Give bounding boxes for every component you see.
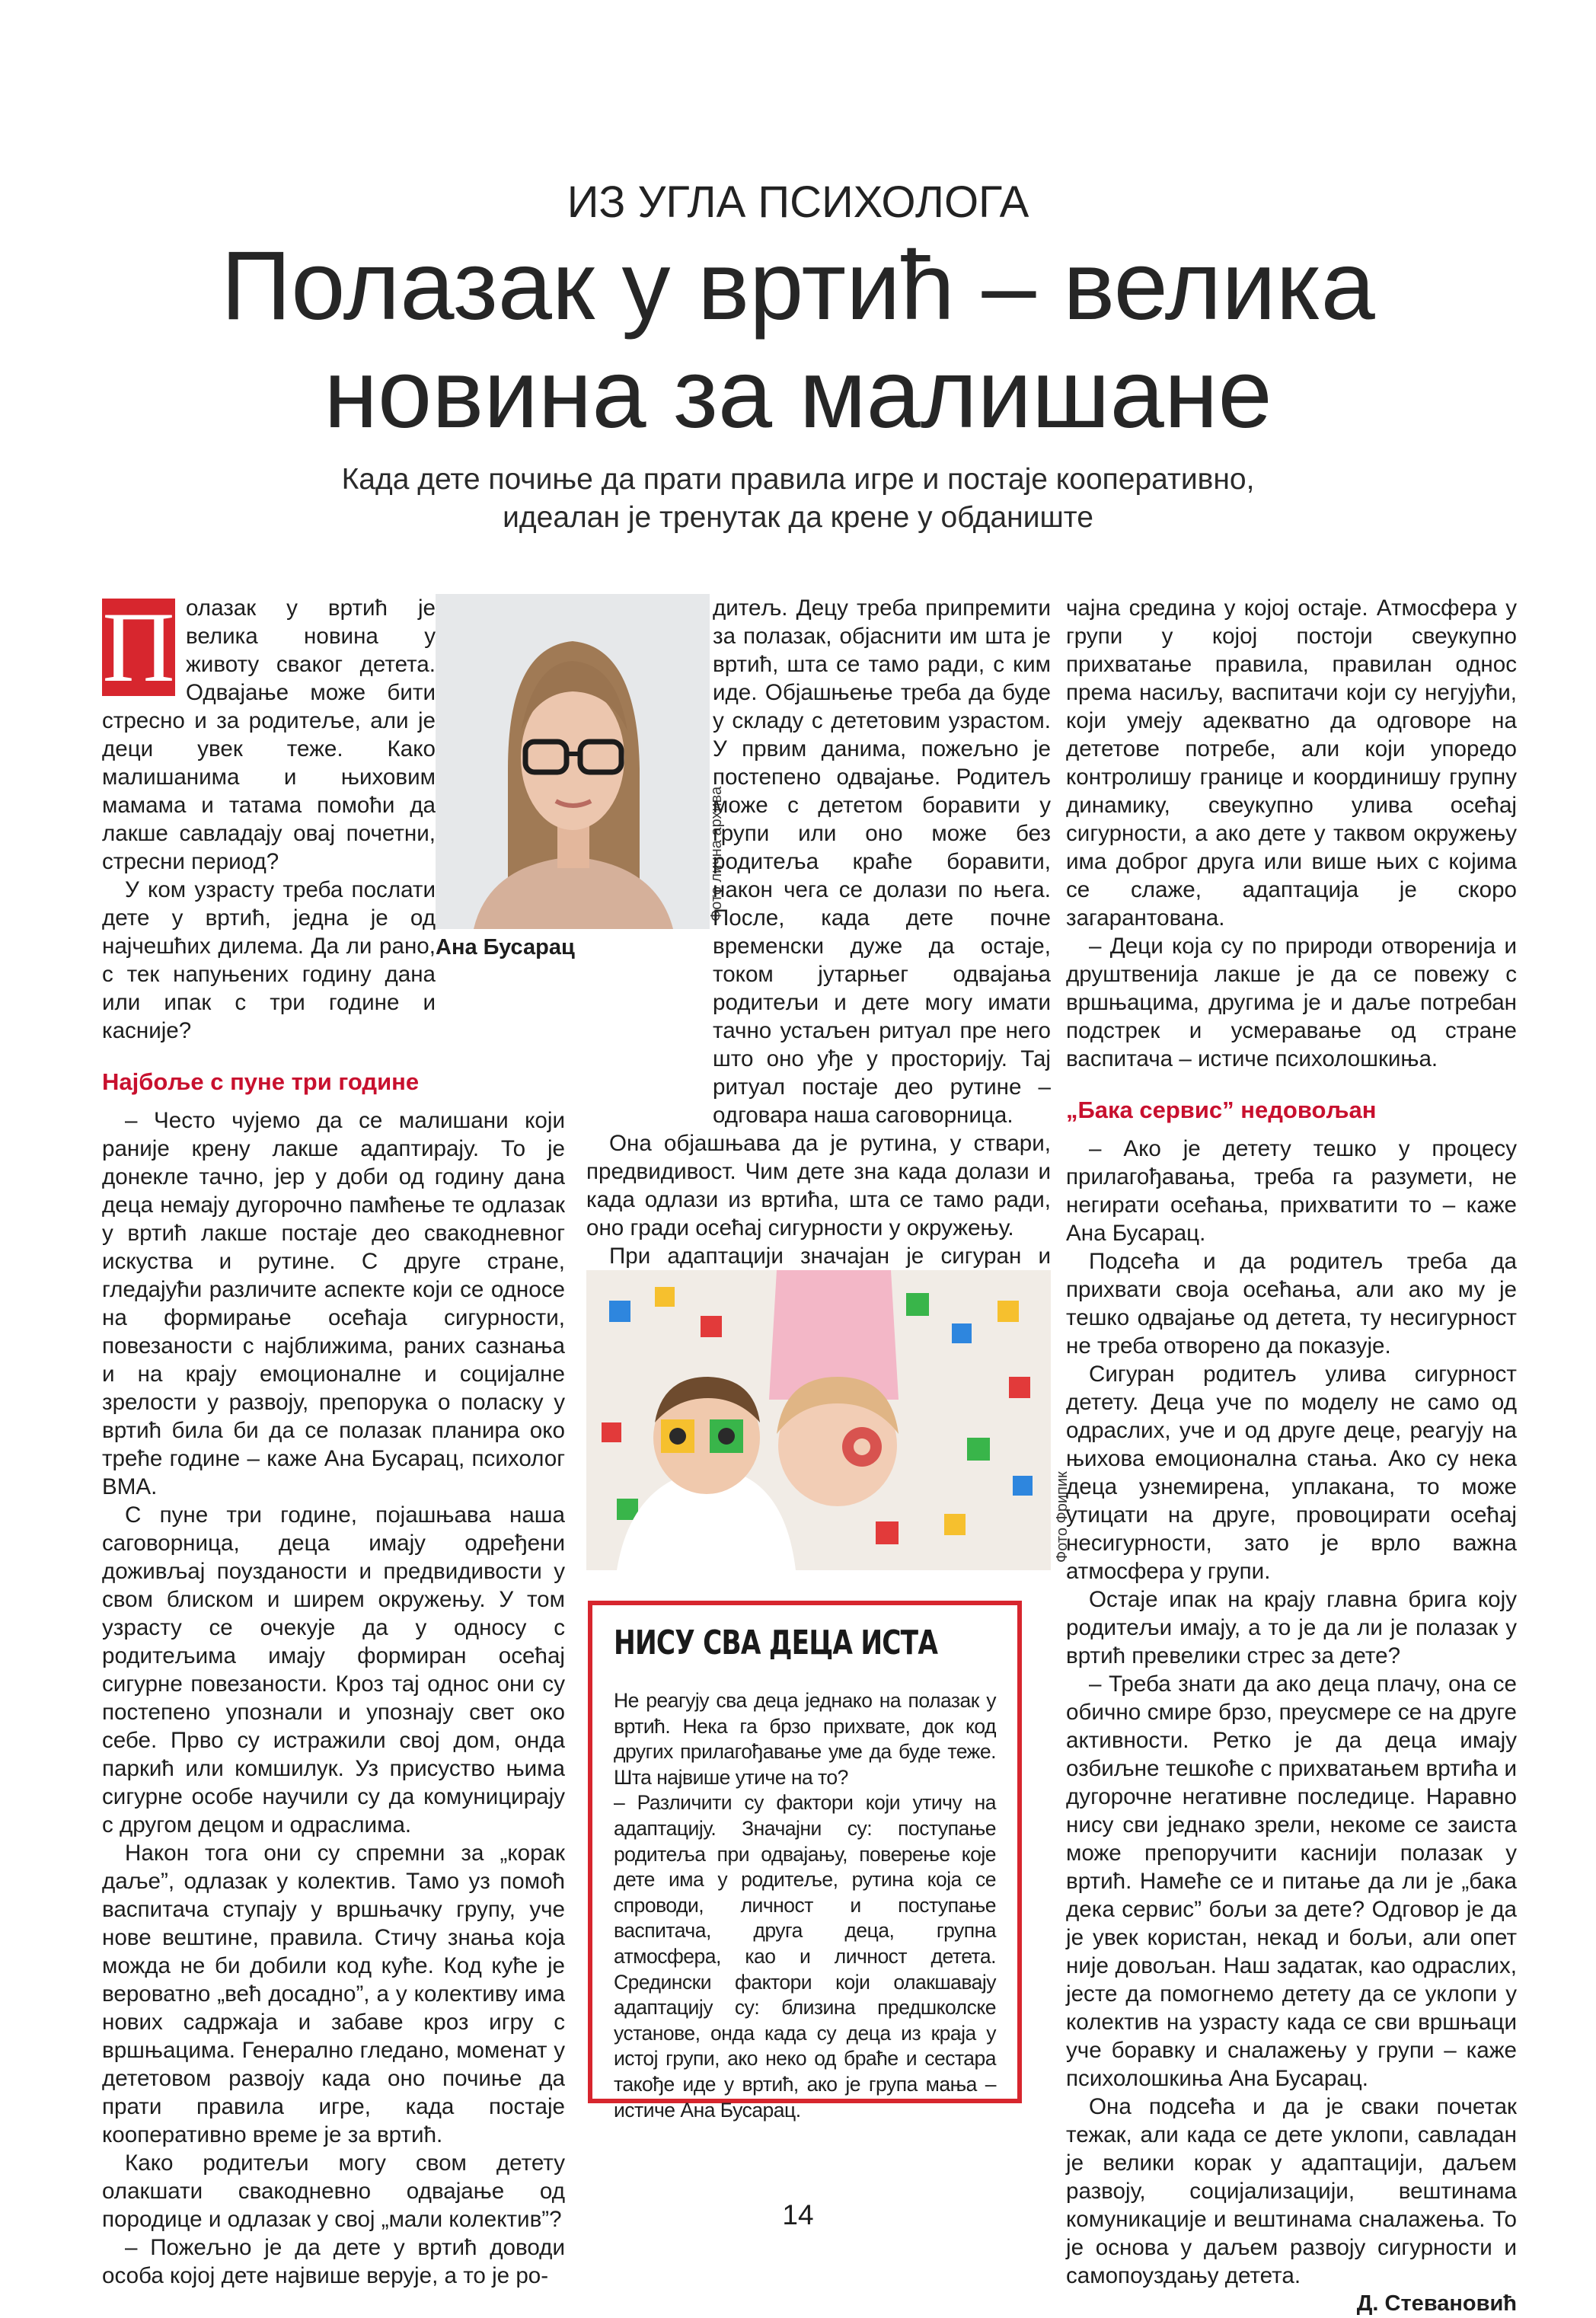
paragraph: У ком узрасту треба послати дете у вртић, једна је од најчешћих дилема. Да ли рано, с тек напуњених годину дана или ипак с три године и касније? [102,877,436,1043]
box-paragraph: Не реагују сва деца једнако на полазак у вртић. Нека га брзо прихвате, док код других прилагођавање уме да буде теже. Шта највише утиче на то? [614,1689,996,1789]
headline-line-1: Полазак у вртић – велика [221,231,1375,340]
headline-line-2: новина за малишане [324,340,1272,449]
paragraph: Она подсећа и да је сваки почетак тежак, али када се дете уклопи, савладан је велики корак у адаптацији, даљем развоју, социјализацији, вештинама комуникације и вештинама сналажења. То је основа у даљем развоју сигурности и самопоуздању детета. [1066,2094,1517,2288]
intro-text: олазак у вртић је велика новина у животу сваког детета. Одвајање може бити стресно и за родитеље, али је деци увек теже. Како малишанима и њиховим мамама и татама помоћи да лакше савладају овај почетни, стресни период? [102,595,436,874]
author-byline: Д. Стевановић [1356,2291,1517,2316]
paragraph: Како родитељи могу свом детету олакшати свакодневно одвајање од породице и одлазак у свој „мали колектив”? [102,2150,565,2232]
deck-line-2: идеалан је тренутак да крене у обданиште [503,501,1093,534]
paragraph: Остаје ипак на крају главна брига коју родитељи имају, а то је да ли је полазак у вртић превелики стрес за дете? [1066,1587,1517,1668]
subheading: „Бака сервис” недовољан [1066,1097,1377,1123]
paragraph: Подсећа и да родитељ треба да прихвати своја осећања, али ако му је тешко одвајање од детета, ту несигурност не треба отворено да показује. [1066,1249,1517,1359]
box-title: НИСУ СВА ДЕЦА ИСТА [614,1624,938,1662]
column-2 [586,594,1051,1327]
kids-photo [586,1270,1051,1570]
paragraph: – Ако је детету тешко у процесу прилагођавања, треба га разумети, не негирати осећања, прихватити то – каже Ана Бусарац. [1066,1136,1517,1246]
rubric: ИЗ УГЛА ПСИХОЛОГА [567,177,1029,227]
paragraph: Након тога они су спремни за „корак даље”, одлазак у колектив. Тамо уз помоћ васпитача ступају у вршњачку групу, уче нове вештине, правила. Стичу знања која можда не би добили код куће. Код куће је вероватно „већ досадно”, а у колективу има нових садржаја и забаве кроз игру с вршњацима. Генерално гледано, моменат у дететовом развоју када оно почиње да прати правила игре, када постаје кооперативно време је за вртић. [102,1841,565,2147]
deck [0,461,1596,537]
paragraph: – Често чујемо да се малишани који раније крену лакше адаптирају. То је донекле тачно, јер у доби од годину дана деца немају дугорочно памћење те одлазак у вртић лакше постаје део свакодневног искуства и рутине. С друге стране, гледајући различите аспекте који се односе на формирање осећаја сигурности, повезаности с најближима, раних сазнања и на крају емоционалне и социјалне зрелости у развоју, препорука о поласку у вртић била би да се полазак планира око треће године – каже Ана Бусарац, психолог ВМА. [102,1108,565,1499]
paragraph: С пуне три године, појашњава наша саговорница, деца имају одређени доживљај поузданости и предвидивости у свом блиском и ширем окружењу. У том узрасту се очекује да у односу с родитељима имају формиран осећај сигурне повезаности. Кроз тај однос они су постепено упознали и упознају свет око себе. Прво су истражили свој дом, онда паркић или комшилук. Уз присуство њима сигурне особе научили су да комуницирају с другом децом и одраслима. [102,1502,565,1837]
paragraph: – Пожељно је да дете у вртић доводи особа којој дете највише верује, а то је ро- [102,2235,565,2288]
children-blocks-image [586,1270,1051,1570]
dropcap: П [102,591,175,703]
photo-credit: Фото лична архива [708,786,725,921]
box-paragraph: – Различити су фактори који утичу на адаптацију. Значајни су: поступање родитеља при одвајању, поверење које дете има у родитеље, рутина која се спроводи, личност и поступање васпитача, друга деца, групна атмосфера, као и личност детета. Средински фактори који олакшавају адаптацију су: близина предшколске установе, онда када су деца из краја у истој групи, ако неко од браће и сестара такође иде у вртић, ако је група мања – истиче Ана Бусарац. [614,1791,996,2122]
sidebar-box [588,1601,1022,2122]
subheading: Најбоље с пуне три године [102,1068,420,1095]
page-number: 14 [782,2199,814,2230]
intro-paragraph [102,591,436,876]
photo-credit: Фото Фрипик [1054,1471,1071,1563]
paragraph: При адаптацији значајан је сигуран и [609,1244,1051,1269]
box-body [614,1688,996,2123]
column-3 [1066,594,1517,2318]
paragraph: дитељ. Децу треба припремити за полазак, објаснити им шта је вртић, шта се тамо ради, с ким иде. Објашњење треба да буде у складу с дететовим узрастом. У првим данима, пожељно је постепено одвајање. Родитељ може с дететом боравити у групи или оно може без родитеља краће боравити, након чега се долази по њега. После, када дете почне временски дуже да остаје, током јутарњег одвајања родитељи и дете могу имати тачно устаљен ритуал пре него што оно уђе у просторију. Тај ритуал постаје део рутине – одговара наша саговорница. [713,595,1051,1128]
photo-caption: Ана Бусарац [436,935,575,959]
paragraph: Она објашњава да је рутина, у ствари, предвидивост. Чим дете зна када долази и када одлази из вртића, шта се тамо ради, оно гради осећај сигурности у окружењу. [586,1131,1051,1240]
paragraph: чајна средина у којој остаје. Атмосфера у групи у којој постоји свеукупно прихватање правила, правилан однос према насиљу, васпитачи који су негујући, који умеју адекватно да одговоре на дететове потребе, али који упоредо контролишу границе и координишу групну динамику, свеукупно улива осећај сигурности, а ако дете у таквом окружењу има доброг друга или више њих с којима се слаже, адаптација је скоро загарантована. [1066,595,1517,931]
deck-line-1: Када дете почиње да прати правила игре и постаје кооперативно, [341,463,1255,496]
paragraph: – Треба знати да ако деца плачу, она се обично смире брзо, преусмере се на друге активности. Ретко је да деца имају озбиљне тешкоће с прихватањем вртића и дугорочне негативне последице. Наравно нису сви једнако зрели, некоме се заиста може препоручити каснији полазак у вртић. Намеће се и питање да ли је „бака дека сервис” бољи за дете? Одговор је да је увек користан, некад и бољи, али опет није довољан. Наш задатак, као одраслих, јесте да помогнемо детету да се уклопи у колектив на узрасту када се сви вршњаци уче боравку и сналажењу у групи – каже психолошкиња Ана Бусарац. [1066,1671,1517,2091]
paragraph: – Деци која су по природи отворенија и друштвенија лакше је да се повежу с вршњацима, другима је и даље потребан подстрек и усмеравање од стране васпитача – истиче психолошкиња. [1066,934,1517,1071]
headline [0,232,1596,449]
paragraph: Сигуран родитељ улива сигурност детету. Деца уче по моделу не само од одраслих, уче и од друге деце, реагују на њихова емоционална стања. Ако су нека деца узнемирена, уплакана, то може утицати на друге, провоцирати осећај несигурности, зато је врло важна атмосфера у групи. [1066,1362,1517,1584]
